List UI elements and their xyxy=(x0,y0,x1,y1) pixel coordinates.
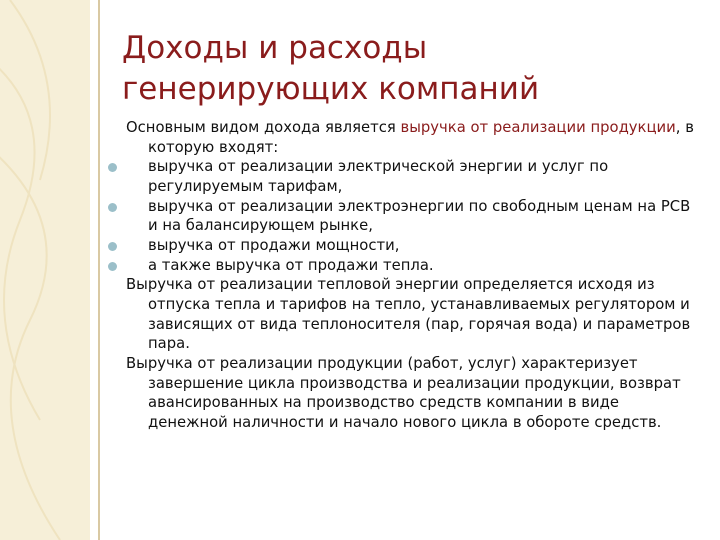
decorative-curves xyxy=(0,0,90,540)
intro-highlight: выручка от реализации продукции xyxy=(400,119,676,136)
bullet-item xyxy=(126,236,696,256)
decorative-side-panel xyxy=(0,0,90,540)
bullet-item xyxy=(126,256,696,276)
product-revenue-paragraph: Выручка от реализации продукции (работ, услуг) характеризует завершение цикла производства и реализации продукции, возврат авансированных на производство средств компании в виде денежной наличности и начало нового цикла в обороте средств. xyxy=(126,355,681,432)
slide-title xyxy=(122,28,682,110)
bullet-icon xyxy=(108,203,117,212)
bullet-text: а также выручка от продажи тепла. xyxy=(148,256,434,274)
intro-text: Основным видом дохода является xyxy=(126,119,401,136)
slide-title-line-1: Доходы и расходы xyxy=(122,30,428,66)
bullet-text: выручка от продажи мощности, xyxy=(148,237,400,255)
bullet-item xyxy=(126,157,696,196)
bullet-icon xyxy=(108,163,117,172)
bullet-icon xyxy=(108,262,117,271)
heat-revenue-paragraph: Выручка от реализации тепловой энергии определяется исходя из отпуска тепла и тарифов на тепло, устанавливаемых регулятором и зависящих от вида теплоносителя (пар, горячая вода) и параметров пара. xyxy=(126,276,691,353)
slide-title-line-2: генерирующих компаний xyxy=(122,70,540,107)
vertical-divider xyxy=(98,0,100,540)
bullet-text: выручка от реализации электрической энергии и услуг по регулируемым тарифам, xyxy=(148,158,609,196)
bullet-item xyxy=(126,197,696,236)
bullet-icon xyxy=(108,242,117,251)
bullet-text: выручка от реализации электроэнергии по свободным ценам на РСВ и на балансирующем рынке, xyxy=(148,197,691,235)
intro-text-end: , в которую входят: xyxy=(148,119,694,156)
intro-paragraph xyxy=(126,118,696,157)
slide-body xyxy=(126,118,696,433)
